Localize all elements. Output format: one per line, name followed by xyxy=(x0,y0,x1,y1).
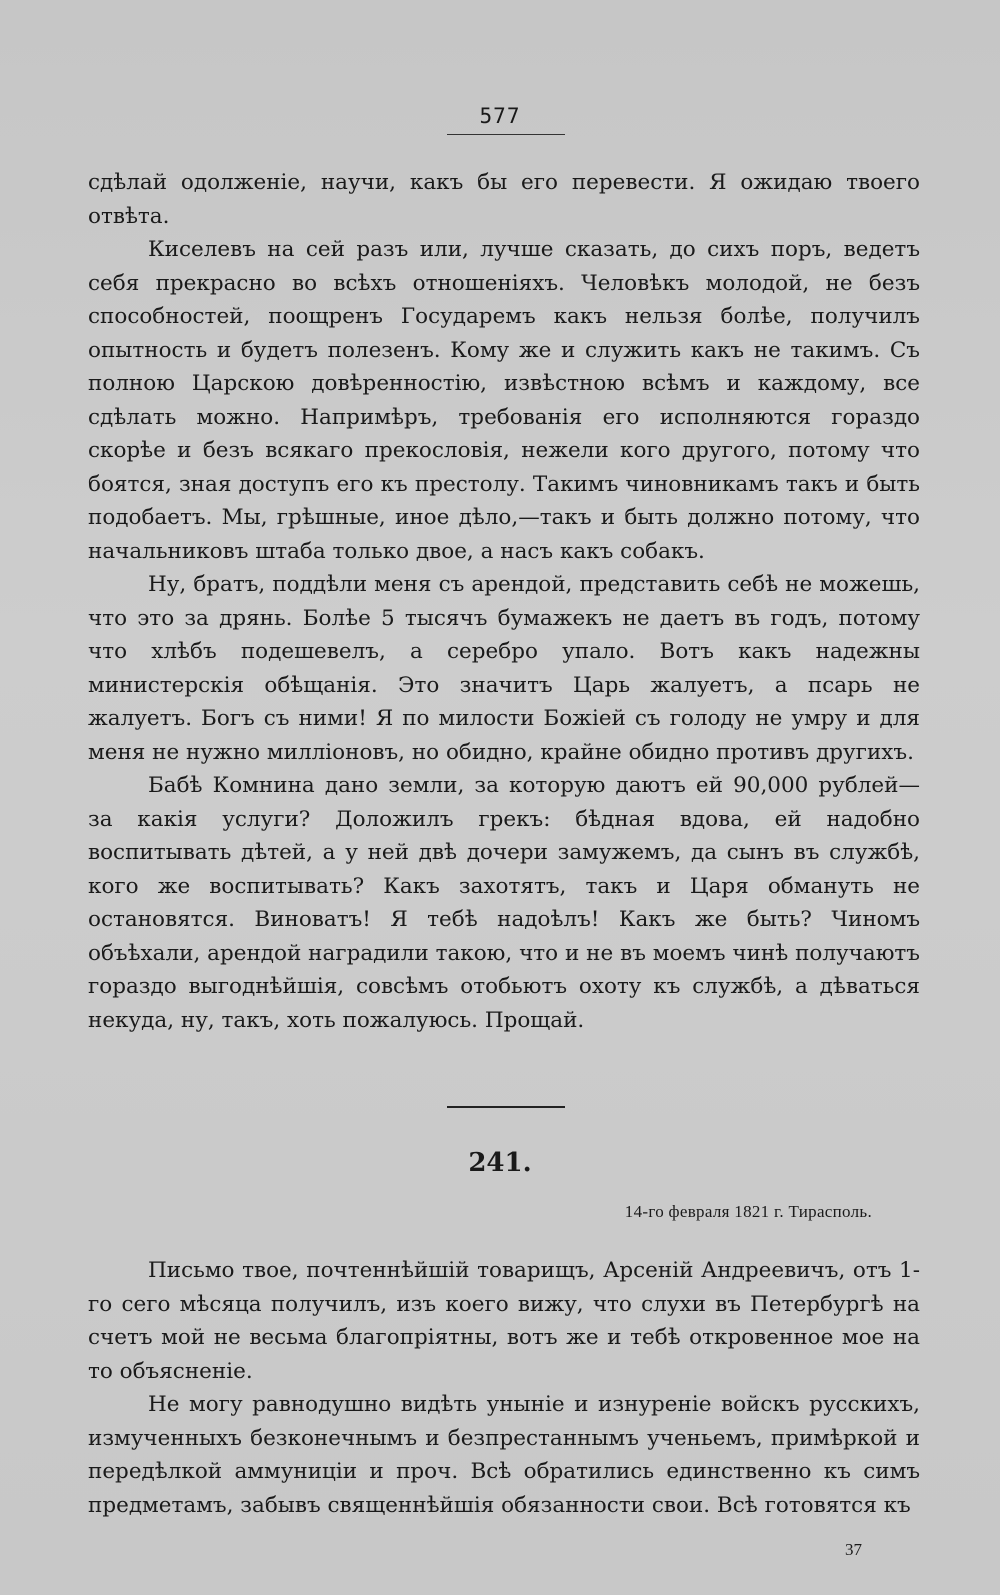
signature-mark: 37 xyxy=(845,1540,862,1559)
letter-dateline: 14-го февраля 1821 г. Тирасполь. xyxy=(624,1202,872,1221)
page-number: 577 xyxy=(479,104,521,128)
letter-240-continuation xyxy=(88,166,920,1037)
section-divider xyxy=(447,1106,565,1108)
letter-241-body xyxy=(88,1254,920,1522)
paragraph: Киселевъ на сей разъ или, лучше сказать, до сихъ поръ, ведетъ себя прекрасно во всѣхъ отношеніяхъ. Человѣкъ молодой, не безъ способностей, поощренъ Государемъ какъ нельзя болѣе, получилъ опытность и будетъ полезенъ. Кому же и служить какъ не такимъ. Съ полною Царскою довѣренностію, извѣстною всѣмъ и каждому, все сдѣлать можно. Напримѣръ, требованія его исполняются гораздо скорѣе и безъ всякаго прекословія, нежели кого другого, потому что боятся, зная доступъ его къ престолу. Такимъ чиновникамъ такъ и быть подобаетъ. Мы, грѣшные, иное дѣло,—такъ и быть должно потому, что начальниковъ штаба только двое, а насъ какъ собакъ. xyxy=(88,237,920,564)
page-number-rule xyxy=(447,134,565,135)
paragraph: Не могу равнодушно видѣть уныніе и изнуреніе войскъ русскихъ, измученныхъ безконечнымъ и безпрестаннымъ ученьемъ, примѣркой и передѣлкой аммуниціи и проч. Всѣ обратились единственно къ симъ предметамъ, забывъ священнѣйшія обязанности свои. Всѣ готовятся къ xyxy=(88,1392,920,1518)
paragraph: Ну, братъ, поддѣли меня съ арендой, представить себѣ не можешь, что это за дрянь. Болѣе 5 тысячъ бумажекъ не даетъ въ годъ, потому что хлѣбъ подешевелъ, а серебро упало. Вотъ какъ надежны министерскія обѣщанія. Это значитъ Царь жалуетъ, а псарь не жалуетъ. Богъ съ ними! Я по милости Божіей съ голоду не умру и для меня не нужно милліоновъ, но обидно, крайне обидно противъ другихъ. xyxy=(88,572,920,765)
paragraph: сдѣлай одолженіе, научи, какъ бы его перевести. Я ожидаю твоего отвѣта. xyxy=(88,170,920,229)
paragraph: Бабѣ Комнина дано земли, за которую даютъ ей 90,000 рублей— за какія услуги? Доложилъ грекъ: бѣдная вдова, ей надобно воспитывать дѣтей, а у ней двѣ дочери замужемъ, да сынъ въ службѣ, кого же воспитывать? Какъ захотятъ, такъ и Царя обмануть не остановятся. Виноватъ! Я тебѣ надоѣлъ! Какъ же быть? Чиномъ объѣхали, арендой наградили такою, что и не въ моемъ чинѣ получаютъ гораздо выгоднѣйшія, совсѣмъ отобьютъ охоту къ службѣ, а дѣваться некуда, ну, такъ, хоть пожалуюсь. Прощай. xyxy=(88,773,920,1033)
paragraph: Письмо твое, почтеннѣйшій товарищъ, Арсеній Андреевичъ, отъ 1-го сего мѣсяца получилъ, изъ коего вижу, что слухи въ Петербургѣ на счетъ мой не весьма благопріятны, вотъ же и тебѣ откровенное мое на то объясненіе. xyxy=(88,1258,920,1384)
letter-number: 241. xyxy=(468,1148,532,1178)
